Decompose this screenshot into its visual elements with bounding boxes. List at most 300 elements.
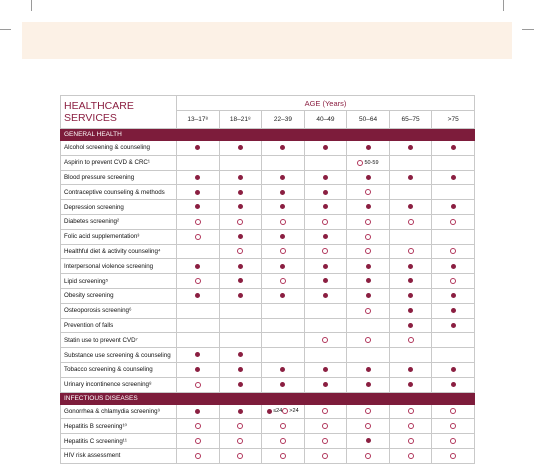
recommendation-cell <box>347 155 390 170</box>
open-dot-icon <box>322 219 328 225</box>
filled-dot-icon <box>238 204 243 209</box>
open-dot-icon <box>322 438 328 444</box>
open-dot-icon <box>408 248 414 254</box>
section-title: GENERAL HEALTH <box>61 129 475 141</box>
recommendation-cell <box>389 333 432 348</box>
recommendation-cell <box>389 288 432 303</box>
open-dot-icon <box>365 308 371 314</box>
filled-dot-icon <box>408 264 413 269</box>
recommendation-cell <box>389 377 432 392</box>
open-dot-icon <box>282 408 288 414</box>
recommendation-cell <box>262 200 305 215</box>
recommendation-cell <box>347 362 390 377</box>
filled-dot-icon <box>408 293 413 298</box>
recommendation-cell <box>177 214 220 229</box>
recommendation-cell <box>177 288 220 303</box>
recommendation-cell <box>389 434 432 449</box>
recommendation-cell <box>177 404 220 419</box>
recommendation-cell <box>347 318 390 333</box>
service-label: Gonorrhea & chlamydia screening⁹ <box>61 404 177 419</box>
recommendation-cell <box>304 170 347 185</box>
recommendation-cell <box>219 434 262 449</box>
recommendation-cell <box>262 185 305 200</box>
recommendation-cell <box>177 141 220 156</box>
filled-dot-icon <box>408 204 413 209</box>
recommendation-cell <box>432 259 475 274</box>
table-row <box>61 348 475 363</box>
recommendation-cell <box>177 155 220 170</box>
recommendation-cell <box>219 214 262 229</box>
recommendation-cell <box>432 404 475 419</box>
recommendation-cell <box>432 318 475 333</box>
filled-dot-icon <box>195 367 200 372</box>
section-title: INFECTIOUS DISEASES <box>61 392 475 404</box>
recommendation-cell <box>347 170 390 185</box>
table-row <box>61 229 475 244</box>
recommendation-cell <box>389 448 432 463</box>
open-dot-icon <box>365 423 371 429</box>
filled-dot-icon <box>195 190 200 195</box>
recommendation-cell <box>262 318 305 333</box>
age-header: AGE (Years) <box>177 96 475 111</box>
recommendation-cell <box>177 348 220 363</box>
filled-dot-icon <box>366 438 371 443</box>
recommendation-cell <box>177 185 220 200</box>
filled-dot-icon <box>238 264 243 269</box>
crop-mark-right-horizontal <box>522 29 534 30</box>
filled-dot-icon <box>451 264 456 269</box>
recommendation-cell <box>432 229 475 244</box>
filled-dot-icon <box>195 409 200 414</box>
filled-dot-icon <box>238 352 243 357</box>
recommendation-cell <box>219 141 262 156</box>
filled-dot-icon <box>280 234 285 239</box>
recommendation-cell <box>304 377 347 392</box>
recommendation-cell <box>262 377 305 392</box>
table-row <box>61 244 475 259</box>
recommendation-cell <box>389 348 432 363</box>
service-label: Urinary incontinence screening⁸ <box>61 377 177 392</box>
filled-dot-icon <box>238 382 243 387</box>
table-row <box>61 333 475 348</box>
recommendation-cell <box>219 274 262 289</box>
recommendation-cell <box>432 274 475 289</box>
filled-dot-icon <box>280 145 285 150</box>
open-dot-icon <box>365 234 371 240</box>
recommendation-cell <box>262 274 305 289</box>
section-header-row <box>61 129 475 141</box>
filled-dot-icon <box>238 409 243 414</box>
filled-dot-icon <box>451 367 456 372</box>
recommendation-cell <box>262 362 305 377</box>
recommendation-cell <box>262 155 305 170</box>
recommendation-cell <box>219 200 262 215</box>
recommendation-cell <box>262 434 305 449</box>
filled-dot-icon <box>238 367 243 372</box>
open-dot-icon <box>280 248 286 254</box>
recommendation-cell <box>432 214 475 229</box>
table-row <box>61 448 475 463</box>
open-dot-icon <box>322 423 328 429</box>
filled-dot-icon <box>451 382 456 387</box>
service-label: Alcohol screening & counseling <box>61 141 177 156</box>
recommendation-cell <box>389 362 432 377</box>
filled-dot-icon <box>323 293 328 298</box>
table-title: HEALTHCARE SERVICES <box>61 96 177 129</box>
recommendation-cell <box>177 303 220 318</box>
filled-dot-icon <box>280 293 285 298</box>
filled-dot-icon <box>451 145 456 150</box>
filled-dot-icon <box>323 234 328 239</box>
table-row <box>61 274 475 289</box>
recommendation-cell <box>304 244 347 259</box>
filled-dot-icon <box>323 145 328 150</box>
service-label: Healthful diet & activity counseling⁴ <box>61 244 177 259</box>
services-body <box>61 129 475 464</box>
recommendation-cell <box>347 419 390 434</box>
table-row <box>61 362 475 377</box>
open-dot-icon <box>365 337 371 343</box>
age-group-header: 22–39 <box>262 111 305 129</box>
recommendation-cell <box>262 448 305 463</box>
recommendation-cell <box>347 377 390 392</box>
filled-dot-icon <box>408 145 413 150</box>
service-label: HIV risk assessment <box>61 448 177 463</box>
recommendation-cell <box>389 274 432 289</box>
recommendation-cell <box>389 170 432 185</box>
open-dot-icon <box>450 423 456 429</box>
recommendation-cell <box>177 419 220 434</box>
age-group-header: 40–49 <box>304 111 347 129</box>
recommendation-cell <box>177 259 220 274</box>
filled-dot-icon <box>366 382 371 387</box>
recommendation-cell <box>347 229 390 244</box>
filled-dot-icon <box>195 352 200 357</box>
recommendation-cell <box>219 288 262 303</box>
recommendation-cell <box>262 404 305 419</box>
recommendation-cell <box>389 200 432 215</box>
recommendation-cell <box>262 214 305 229</box>
recommendation-cell <box>262 259 305 274</box>
service-label: Aspirin to prevent CVD & CRC¹ <box>61 155 177 170</box>
age-group-header: >75 <box>432 111 475 129</box>
age-group-header: 18–21⁸ <box>219 111 262 129</box>
filled-dot-icon <box>323 264 328 269</box>
recommendation-cell <box>432 333 475 348</box>
open-dot-icon <box>280 278 286 284</box>
recommendation-cell <box>389 185 432 200</box>
recommendation-cell <box>347 214 390 229</box>
recommendation-cell <box>432 448 475 463</box>
recommendation-cell <box>177 229 220 244</box>
healthcare-services-table <box>60 95 475 464</box>
recommendation-cell <box>304 200 347 215</box>
open-dot-icon <box>195 278 201 284</box>
table-row <box>61 214 475 229</box>
service-label: Obesity screening <box>61 288 177 303</box>
filled-dot-icon <box>366 293 371 298</box>
filled-dot-icon <box>408 323 413 328</box>
table-row <box>61 141 475 156</box>
recommendation-cell <box>432 200 475 215</box>
open-dot-icon <box>195 438 201 444</box>
open-dot-icon <box>195 234 201 240</box>
section-header-row <box>61 392 475 404</box>
recommendation-cell <box>177 434 220 449</box>
filled-dot-icon <box>238 175 243 180</box>
open-dot-icon <box>237 248 243 254</box>
service-label: Tobacco screening & counseling <box>61 362 177 377</box>
recommendation-cell <box>262 333 305 348</box>
open-dot-icon <box>365 219 371 225</box>
filled-dot-icon <box>451 308 456 313</box>
filled-dot-icon <box>408 382 413 387</box>
service-label: Statin use to prevent CVD⁷ <box>61 333 177 348</box>
filled-dot-icon <box>323 367 328 372</box>
recommendation-cell <box>389 244 432 259</box>
recommendation-cell <box>389 155 432 170</box>
recommendation-cell <box>347 348 390 363</box>
recommendation-cell <box>347 141 390 156</box>
recommendation-cell <box>347 259 390 274</box>
recommendation-cell <box>219 448 262 463</box>
open-dot-icon <box>450 248 456 254</box>
recommendation-cell <box>347 333 390 348</box>
open-dot-icon <box>450 453 456 459</box>
recommendation-cell <box>389 259 432 274</box>
filled-dot-icon <box>238 190 243 195</box>
recommendation-cell <box>262 170 305 185</box>
filled-dot-icon <box>451 323 456 328</box>
open-dot-icon <box>237 438 243 444</box>
age-note: 50-59 <box>364 159 379 166</box>
open-dot-icon <box>408 219 414 225</box>
filled-dot-icon <box>280 204 285 209</box>
recommendation-cell <box>304 333 347 348</box>
recommendation-cell <box>177 333 220 348</box>
crop-mark-left-horizontal <box>0 29 11 30</box>
table-row <box>61 377 475 392</box>
recommendation-cell <box>219 362 262 377</box>
open-dot-icon <box>237 423 243 429</box>
recommendation-cell <box>389 303 432 318</box>
recommendation-cell <box>347 185 390 200</box>
recommendation-cell <box>347 434 390 449</box>
table-row <box>61 303 475 318</box>
recommendation-cell <box>177 170 220 185</box>
filled-dot-icon <box>267 409 272 414</box>
filled-dot-icon <box>238 278 243 283</box>
service-label: Folic acid supplementation³ <box>61 229 177 244</box>
table-row <box>61 200 475 215</box>
recommendation-cell <box>432 170 475 185</box>
open-dot-icon <box>280 423 286 429</box>
open-dot-icon <box>365 189 371 195</box>
open-dot-icon <box>450 408 456 414</box>
recommendation-cell <box>177 274 220 289</box>
table-row <box>61 318 475 333</box>
recommendation-cell <box>304 229 347 244</box>
recommendation-cell <box>177 448 220 463</box>
open-dot-icon <box>365 453 371 459</box>
recommendation-cell <box>304 348 347 363</box>
recommendation-cell <box>219 244 262 259</box>
table-row <box>61 419 475 434</box>
service-label: Depression screening <box>61 200 177 215</box>
open-dot-icon <box>450 278 456 284</box>
recommendation-cell <box>262 419 305 434</box>
recommendation-cell <box>389 214 432 229</box>
recommendation-cell <box>432 303 475 318</box>
filled-dot-icon <box>451 175 456 180</box>
recommendation-cell <box>347 274 390 289</box>
recommendation-cell <box>304 404 347 419</box>
recommendation-cell <box>432 348 475 363</box>
table-row <box>61 170 475 185</box>
filled-dot-icon <box>238 234 243 239</box>
recommendation-cell <box>219 259 262 274</box>
recommendation-cell <box>389 419 432 434</box>
age-note: ≤24 <box>273 408 283 415</box>
table-row <box>61 434 475 449</box>
filled-dot-icon <box>280 382 285 387</box>
recommendation-cell <box>304 448 347 463</box>
table-row <box>61 185 475 200</box>
filled-dot-icon <box>280 175 285 180</box>
recommendation-cell <box>389 318 432 333</box>
recommendation-cell <box>177 200 220 215</box>
crop-mark-left-vertical <box>31 0 32 11</box>
service-label: Osteoporosis screening⁶ <box>61 303 177 318</box>
open-dot-icon <box>195 453 201 459</box>
filled-dot-icon <box>408 308 413 313</box>
recommendation-cell <box>304 434 347 449</box>
crop-mark-right-vertical <box>503 0 504 11</box>
service-label: Hepatitis C screening¹¹ <box>61 434 177 449</box>
recommendation-cell <box>262 141 305 156</box>
service-label: Blood pressure screening <box>61 170 177 185</box>
recommendation-cell <box>389 141 432 156</box>
filled-dot-icon <box>280 190 285 195</box>
recommendation-cell <box>432 288 475 303</box>
recommendation-cell <box>219 229 262 244</box>
recommendation-cell <box>304 288 347 303</box>
recommendation-cell <box>219 333 262 348</box>
filled-dot-icon <box>238 293 243 298</box>
recommendation-cell <box>304 318 347 333</box>
table-row <box>61 155 475 170</box>
service-label: Hepatitis B screening¹⁰ <box>61 419 177 434</box>
filled-dot-icon <box>323 278 328 283</box>
filled-dot-icon <box>451 204 456 209</box>
open-dot-icon <box>195 219 201 225</box>
open-dot-icon <box>450 438 456 444</box>
open-dot-icon <box>237 219 243 225</box>
open-dot-icon <box>280 438 286 444</box>
recommendation-cell <box>177 377 220 392</box>
open-dot-icon <box>365 248 371 254</box>
filled-dot-icon <box>408 367 413 372</box>
age-group-header: 65–75 <box>389 111 432 129</box>
age-group-header: 13–17⁸ <box>177 111 220 129</box>
service-label: Contraceptive counseling & methods <box>61 185 177 200</box>
table-row <box>61 259 475 274</box>
recommendation-cell <box>347 200 390 215</box>
recommendation-cell <box>347 303 390 318</box>
filled-dot-icon <box>366 367 371 372</box>
recommendation-cell <box>432 419 475 434</box>
recommendation-cell <box>262 303 305 318</box>
recommendation-cell <box>432 185 475 200</box>
open-dot-icon <box>322 337 328 343</box>
filled-dot-icon <box>408 175 413 180</box>
recommendation-cell <box>432 244 475 259</box>
service-label: Diabetes screening² <box>61 214 177 229</box>
recommendation-cell <box>304 259 347 274</box>
open-dot-icon <box>195 382 201 388</box>
open-dot-icon <box>408 337 414 343</box>
recommendation-cell <box>389 404 432 419</box>
filled-dot-icon <box>280 264 285 269</box>
recommendation-cell <box>304 141 347 156</box>
recommendation-cell <box>389 229 432 244</box>
filled-dot-icon <box>366 264 371 269</box>
recommendation-cell <box>304 185 347 200</box>
recommendation-cell <box>432 434 475 449</box>
recommendation-cell <box>219 419 262 434</box>
open-dot-icon <box>280 453 286 459</box>
recommendation-cell <box>262 244 305 259</box>
recommendation-cell <box>219 155 262 170</box>
filled-dot-icon <box>195 204 200 209</box>
filled-dot-icon <box>323 175 328 180</box>
open-dot-icon <box>280 219 286 225</box>
open-dot-icon <box>408 408 414 414</box>
filled-dot-icon <box>195 175 200 180</box>
filled-dot-icon <box>323 190 328 195</box>
filled-dot-icon <box>323 204 328 209</box>
header-band <box>22 22 512 59</box>
filled-dot-icon <box>451 293 456 298</box>
open-dot-icon <box>365 408 371 414</box>
recommendation-cell <box>304 362 347 377</box>
filled-dot-icon <box>366 278 371 283</box>
recommendation-cell <box>347 404 390 419</box>
recommendation-cell <box>219 404 262 419</box>
recommendation-cell <box>347 244 390 259</box>
open-dot-icon <box>450 219 456 225</box>
recommendation-cell <box>432 377 475 392</box>
service-label: Lipid screening⁵ <box>61 274 177 289</box>
service-label: Interpersonal violence screening <box>61 259 177 274</box>
recommendation-cell <box>347 288 390 303</box>
recommendation-cell <box>262 288 305 303</box>
open-dot-icon <box>408 453 414 459</box>
recommendation-cell <box>304 155 347 170</box>
recommendation-cell <box>347 448 390 463</box>
service-label: Substance use screening & counseling <box>61 348 177 363</box>
table-row <box>61 404 475 419</box>
recommendation-cell <box>177 318 220 333</box>
recommendation-cell <box>219 348 262 363</box>
table-row <box>61 288 475 303</box>
recommendation-cell <box>177 362 220 377</box>
filled-dot-icon <box>195 264 200 269</box>
recommendation-cell <box>219 318 262 333</box>
open-dot-icon <box>195 423 201 429</box>
open-dot-icon <box>408 423 414 429</box>
filled-dot-icon <box>195 293 200 298</box>
